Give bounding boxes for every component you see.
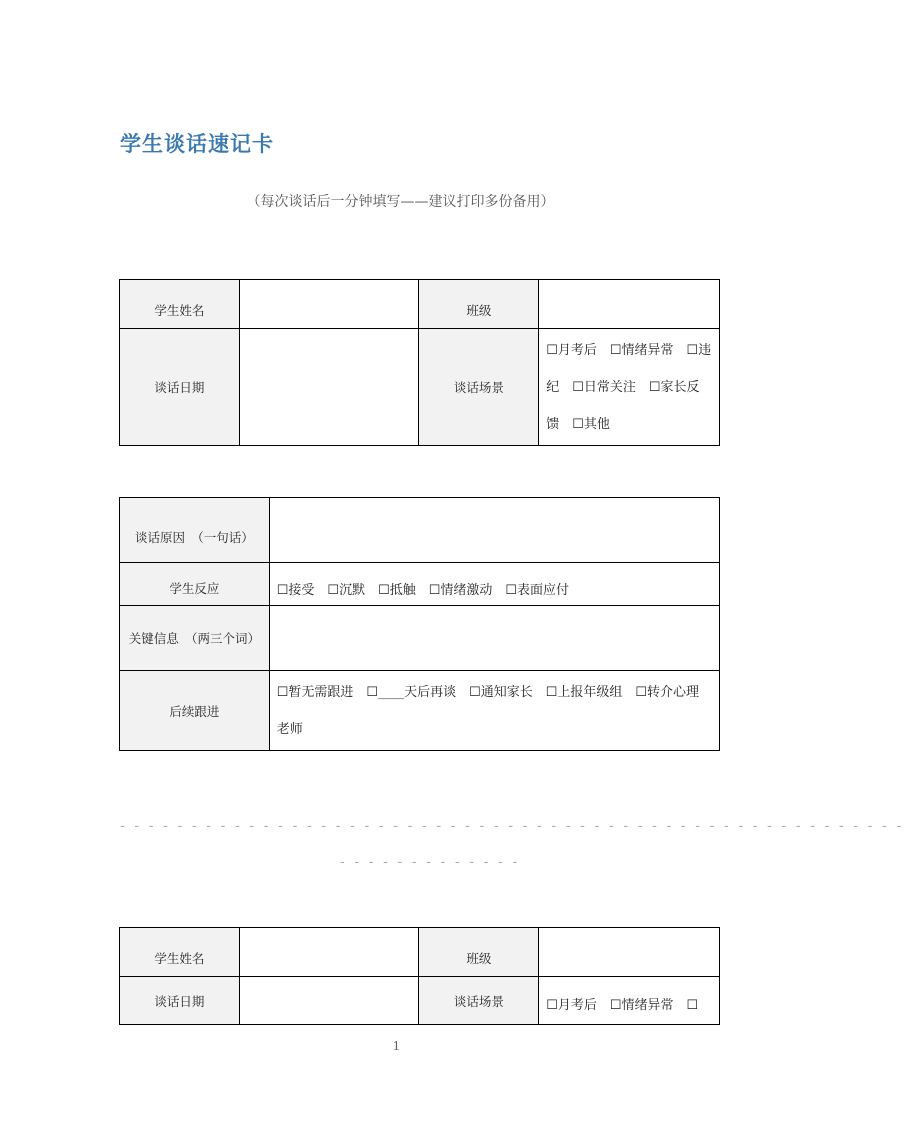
talk-date-field[interactable]: [239, 977, 419, 1025]
class-label: 班级: [419, 928, 539, 977]
student-reaction-label: 学生反应: [120, 563, 270, 606]
talk-scene-options[interactable]: ☐月考后 ☐情绪异常 ☐违纪 ☐日常关注 ☐家长反馈 ☐其他: [539, 329, 720, 446]
key-info-field[interactable]: [269, 606, 719, 671]
cut-line-continuation: - - - - - - - - - - - - -: [340, 854, 520, 870]
talk-reason-label: 谈话原因 （一句话）: [120, 498, 270, 563]
talk-scene-label: 谈话场景: [419, 329, 539, 446]
student-name-field[interactable]: [239, 280, 419, 329]
student-name-label: 学生姓名: [120, 280, 240, 329]
student-reaction-options[interactable]: ☐接受 ☐沉默 ☐抵触 ☐情绪激动 ☐表面应付: [269, 563, 719, 606]
follow-up-label: 后续跟进: [120, 671, 270, 751]
talk-scene-label: 谈话场景: [419, 977, 539, 1025]
subtitle: [0, 191, 793, 211]
talk-reason-field[interactable]: [269, 498, 719, 563]
basic-info-table-copy: [119, 927, 720, 1025]
class-field[interactable]: [539, 928, 720, 977]
class-label: 班级: [419, 280, 539, 329]
class-field[interactable]: [539, 280, 720, 329]
subtitle-text: （每次谈话后一分钟填写——建议打印多份备用）: [246, 194, 555, 210]
talk-date-label: 谈话日期: [120, 977, 240, 1025]
student-name-label: 学生姓名: [120, 928, 240, 977]
follow-up-options[interactable]: ☐暂无需跟进 ☐____天后再谈 ☐通知家长 ☐上报年级组 ☐转介心理老师: [269, 671, 719, 751]
talk-details-table: [119, 497, 720, 751]
page-title: 学生谈话速记卡: [120, 132, 274, 156]
basic-info-table: [119, 279, 720, 446]
talk-scene-options[interactable]: ☐月考后 ☐情绪异常 ☐: [539, 977, 720, 1025]
student-name-field[interactable]: [239, 928, 419, 977]
cut-line: - - - - - - - - - - - - - - - - - - - - - - - - - - - - - - - - - - - - - - - - - - - - - - - - - - - - - - -: [120, 818, 904, 834]
page-number: 1: [392, 1039, 401, 1053]
talk-date-field[interactable]: [239, 329, 419, 446]
talk-date-label: 谈话日期: [120, 329, 240, 446]
key-info-label: 关键信息 （两三个词）: [120, 606, 270, 671]
